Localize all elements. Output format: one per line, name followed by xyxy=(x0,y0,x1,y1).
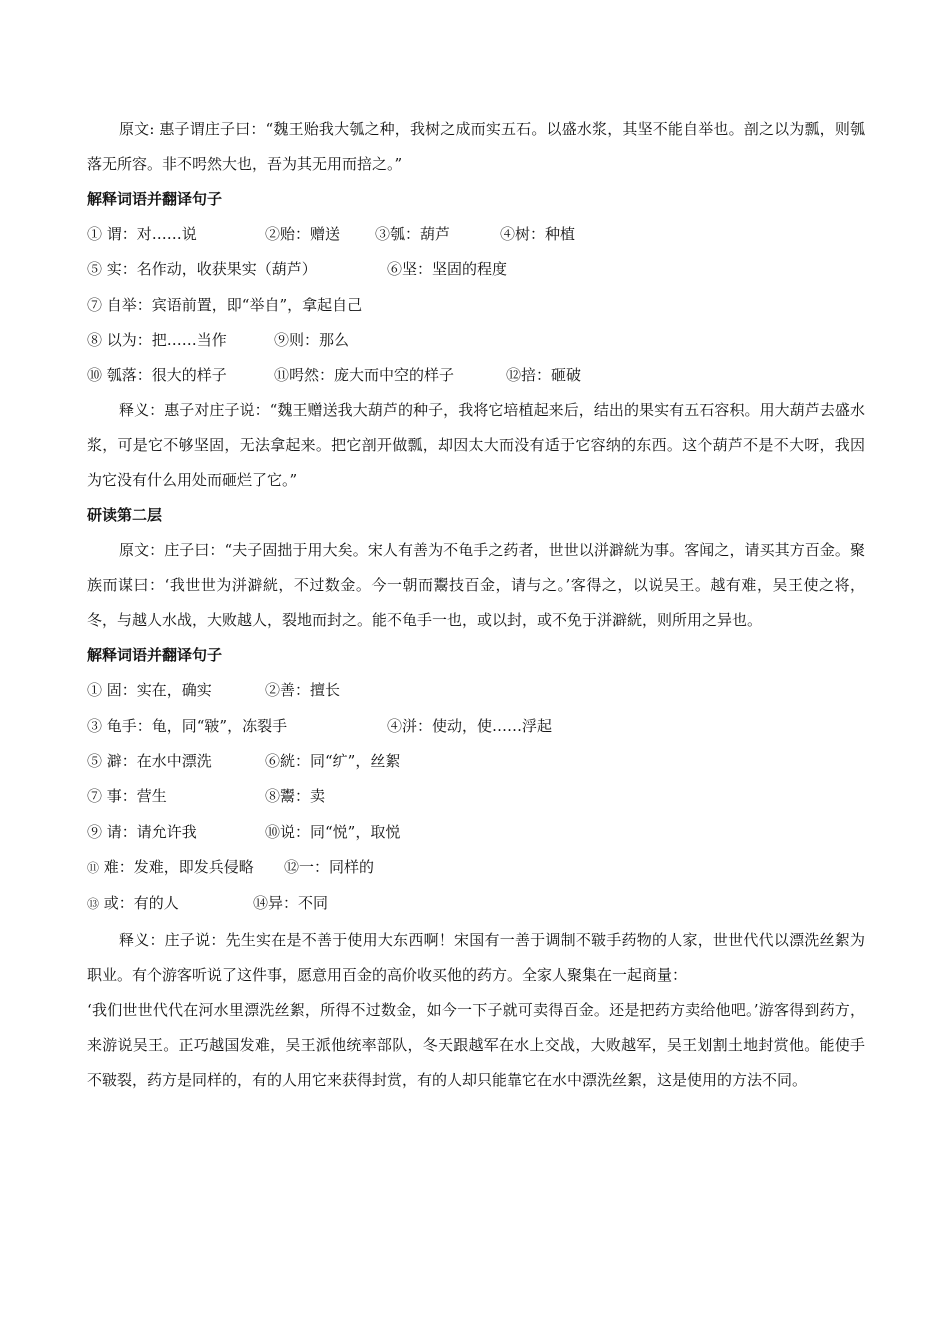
vocab-item: ① 固：实在，确实 xyxy=(87,681,212,700)
vocab-item: ⑫掊：砸破 xyxy=(506,366,582,385)
vocab-item: ⑧鬻：卖 xyxy=(265,787,326,806)
vocab-row xyxy=(87,252,865,287)
vocab-item: ⑤ 实：名作动，收获果实（葫芦） xyxy=(87,260,317,279)
vocab-row xyxy=(87,815,865,850)
vocab-item: ⑧ 以为：把……当作 xyxy=(87,330,227,349)
vocab-row xyxy=(87,323,865,358)
vocab-row xyxy=(87,217,865,252)
section-heading-2: 研读第二层 xyxy=(87,506,163,525)
vocab-item: ⑨则：那么 xyxy=(274,330,350,349)
vocab-row xyxy=(87,850,865,886)
vocab-item: ⑤ 澼：在水中漂洗 xyxy=(87,752,212,771)
vocab-item: ⑭异：不同 xyxy=(253,894,329,913)
vocab-item: ②贻：赠送 xyxy=(265,225,341,243)
vocab-item: ① 谓：对……说 xyxy=(87,225,197,243)
vocab-row xyxy=(87,709,865,744)
vocab-item: ③瓠：葫芦 xyxy=(375,225,451,243)
vocab-row xyxy=(87,886,865,922)
vocab-item: ⑦ 自举：宾语前置，即“举自”，拿起自己 xyxy=(87,295,363,314)
translation-text-2-cont: ‘我们世世代代在河水里漂洗丝絮，所得不过数金，如今一下子就可卖得百金。还是把药方卖给他吧。’游客得到药方，来游说吴王。正巧越国发难，吴王派他统率部队，冬天跟越军在水上交战，大败越军，吴王划割土地封赏他。能使手不皲裂，药方是同样的，有的人用它来获得封赏，有的人却只能靠它在水中漂洗丝絮，这是使用的方法不同。 xyxy=(87,1000,865,1089)
vocab-row xyxy=(87,744,865,779)
vocab-heading-1: 解释词语并翻译句子 xyxy=(87,190,223,208)
vocab-item: ⑨ 请：请允许我 xyxy=(87,822,197,841)
vocab-item: 难：发难，即发兵侵略 xyxy=(99,857,254,876)
vocab-item: ⑫一：同样的 xyxy=(284,857,375,876)
vocab-row xyxy=(87,779,865,814)
original-text-2: 原文：庄子曰：“夫子固拙于用大矣。宋人有善为不龟手之药者，世世以洴澼絖为事。客闻之，请买其方百金。聚族而谋曰：‘我世世为洴澼絖，不过数金。今一朝而鬻技百金，请与之。’客得之，以说吴王。越有难，吴王使之将，冬，与越人水战，大败越人，裂地而封之。能不龟手一也，或以封，或不免于洴澼絖，则所用之异也。 xyxy=(87,541,865,630)
original-text-1: 原文: 惠子谓庄子曰：“魏王贻我大瓠之种，我树之成而实五石。以盛水浆，其坚不能自举也。剖之以为瓢，则瓠落无所容。非不呺然大也，吾为其无用而掊之。” xyxy=(87,120,865,173)
vocab-item: 或：有的人 xyxy=(99,894,179,913)
document-page xyxy=(87,112,865,1098)
vocab-item: ④洴：使动，使……浮起 xyxy=(387,716,553,735)
translation-text-1: 释义：惠子对庄子说：“魏王赠送我大葫芦的种子，我将它培植起来后，结出的果实有五石容积。用大葫芦去盛水浆，可是它不够坚固，无法拿起来。把它剖开做瓢，却因太大而没有适于它容纳的东西。这个葫芦不是不大呀，我因为它没有什么用处而砸烂了它。” xyxy=(87,401,865,490)
vocab-number: ⑪ xyxy=(87,860,100,875)
vocab-heading-2: 解释词语并翻译句子 xyxy=(87,646,223,665)
vocab-item: ②善：擅长 xyxy=(265,681,341,700)
vocab-number: ⑬ xyxy=(87,897,100,912)
vocab-item: ⑩ 瓠落：很大的样子 xyxy=(87,366,227,385)
vocab-item: ③ 龟手：龟，同“皲”，冻裂手 xyxy=(87,716,288,735)
vocab-item: ④树：种植 xyxy=(500,225,576,243)
vocab-row xyxy=(87,288,865,323)
translation-text-2: 释义：庄子说：先生实在是不善于使用大东西啊！宋国有一善于调制不皲手药物的人家，世世代代以漂洗丝絮为职业。有个游客听说了这件事，愿意用百金的高价收买他的药方。全家人聚集在一起商量： xyxy=(87,930,865,984)
vocab-item: ⑥坚：坚固的程度 xyxy=(387,260,508,279)
vocab-row xyxy=(87,358,865,393)
vocab-item: ⑪呺然：庞大而中空的样子 xyxy=(274,366,455,385)
vocab-item: ⑦ 事：营生 xyxy=(87,787,167,806)
vocab-row xyxy=(87,673,865,708)
vocab-item: ⑩说：同“悦”，取悦 xyxy=(265,822,401,841)
vocab-item: ⑥絖：同“纩”，丝絮 xyxy=(265,752,401,771)
